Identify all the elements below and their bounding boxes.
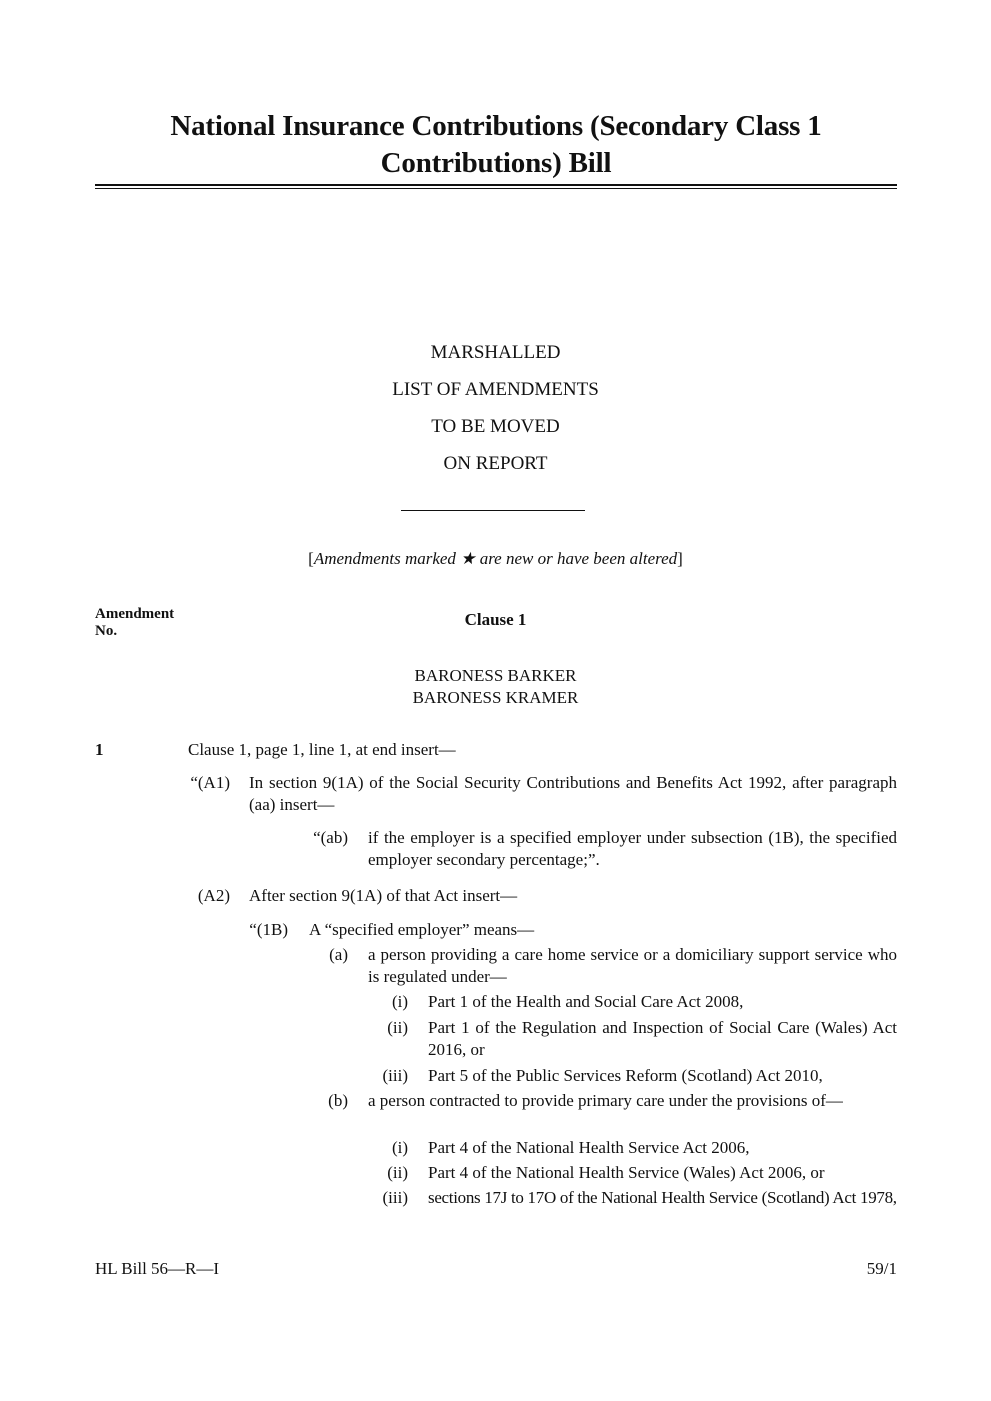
amendment-number: 1 — [95, 740, 104, 759]
paragraph-label-ab: “(ab) — [313, 828, 348, 847]
heading-line-3: TO BE MOVED — [431, 416, 560, 437]
title-rule-thin — [95, 188, 897, 189]
heading-divider — [401, 510, 585, 511]
clause-heading: Clause 1 — [464, 610, 527, 629]
sponsor-name: BARONESS BARKER — [414, 666, 577, 685]
heading-line-1: MARSHALLED — [430, 342, 561, 363]
paragraph-text-b: a person contracted to provide primary care under the provisions of— — [368, 1091, 843, 1110]
note-text-before: Amendments marked — [313, 549, 461, 568]
star-icon: ★ — [460, 549, 476, 568]
subparagraph-label: (iii) — [382, 1066, 408, 1085]
subparagraph-label: (ii) — [387, 1018, 408, 1037]
subsection-text-a1: In section 9(1A) of the Social Security Contributions and Benefits Act 1992, after paragraph (aa) insert— — [249, 773, 897, 814]
subparagraph-text: Part 1 of the Health and Social Care Act 2008, — [428, 992, 744, 1011]
subparagraph-text: Part 4 of the National Health Service (Wales) Act 2006, or — [428, 1163, 825, 1182]
paragraph-label-b: (b) — [328, 1091, 348, 1110]
bill-title-line-2: Contributions) Bill — [380, 147, 612, 179]
bill-title — [95, 108, 897, 182]
paragraph-text-ab: if the employer is a specified employer under subsection (1B), the specified employer secondary percentage;”. — [368, 828, 897, 869]
subparagraph-text: sections 17J to 17O of the National Health Service (Scotland) Act 1978, — [428, 1188, 897, 1207]
heading-line-4: ON REPORT — [443, 453, 548, 474]
subsection-label-1b: “(1B) — [249, 920, 288, 939]
bill-title-line-1: National Insurance Contributions (Secondary Class 1 — [170, 110, 822, 142]
subparagraph-text: Part 5 of the Public Services Reform (Scotland) Act 2010, — [428, 1066, 823, 1085]
subparagraph-text: Part 4 of the National Health Service Act 2006, — [428, 1138, 750, 1157]
note-text-after: are new or have been altered — [475, 549, 678, 568]
sponsor-name: BARONESS KRAMER — [412, 688, 579, 707]
subsection-text-1b: A “specified employer” means— — [309, 920, 535, 939]
note-open-bracket: [ — [308, 549, 314, 568]
subparagraph-label: (i) — [391, 992, 408, 1011]
note-close-bracket: ] — [677, 549, 683, 568]
footer-bill-reference: HL Bill 56—R—I — [95, 1259, 220, 1278]
subparagraph-label: (ii) — [387, 1163, 408, 1182]
subparagraph-label: (iii) — [382, 1188, 408, 1207]
amendment-label-line-1: Amendment — [95, 606, 175, 622]
subsection-text-a2: After section 9(1A) of that Act insert— — [249, 886, 518, 905]
subparagraph-text: Part 1 of the Regulation and Inspection of Social Care (Wales) Act 2016, or — [428, 1018, 897, 1059]
heading-line-2: LIST OF AMENDMENTS — [392, 379, 599, 400]
subparagraph-label: (i) — [391, 1138, 408, 1157]
amendments-note — [0, 549, 991, 569]
amendment-instruction: Clause 1, page 1, line 1, at end insert— — [188, 740, 456, 759]
footer-page-number: 59/1 — [866, 1259, 897, 1278]
subsection-label-a1: “(A1) — [190, 773, 230, 792]
paragraph-label-a: (a) — [329, 945, 348, 964]
title-rule-thick — [95, 184, 897, 186]
paragraph-text-a: a person providing a care home service or a domiciliary support service who is regulated under— — [368, 945, 897, 986]
subsection-label-a2: (A2) — [197, 886, 230, 905]
amendment-label-line-2: No. — [95, 623, 118, 639]
